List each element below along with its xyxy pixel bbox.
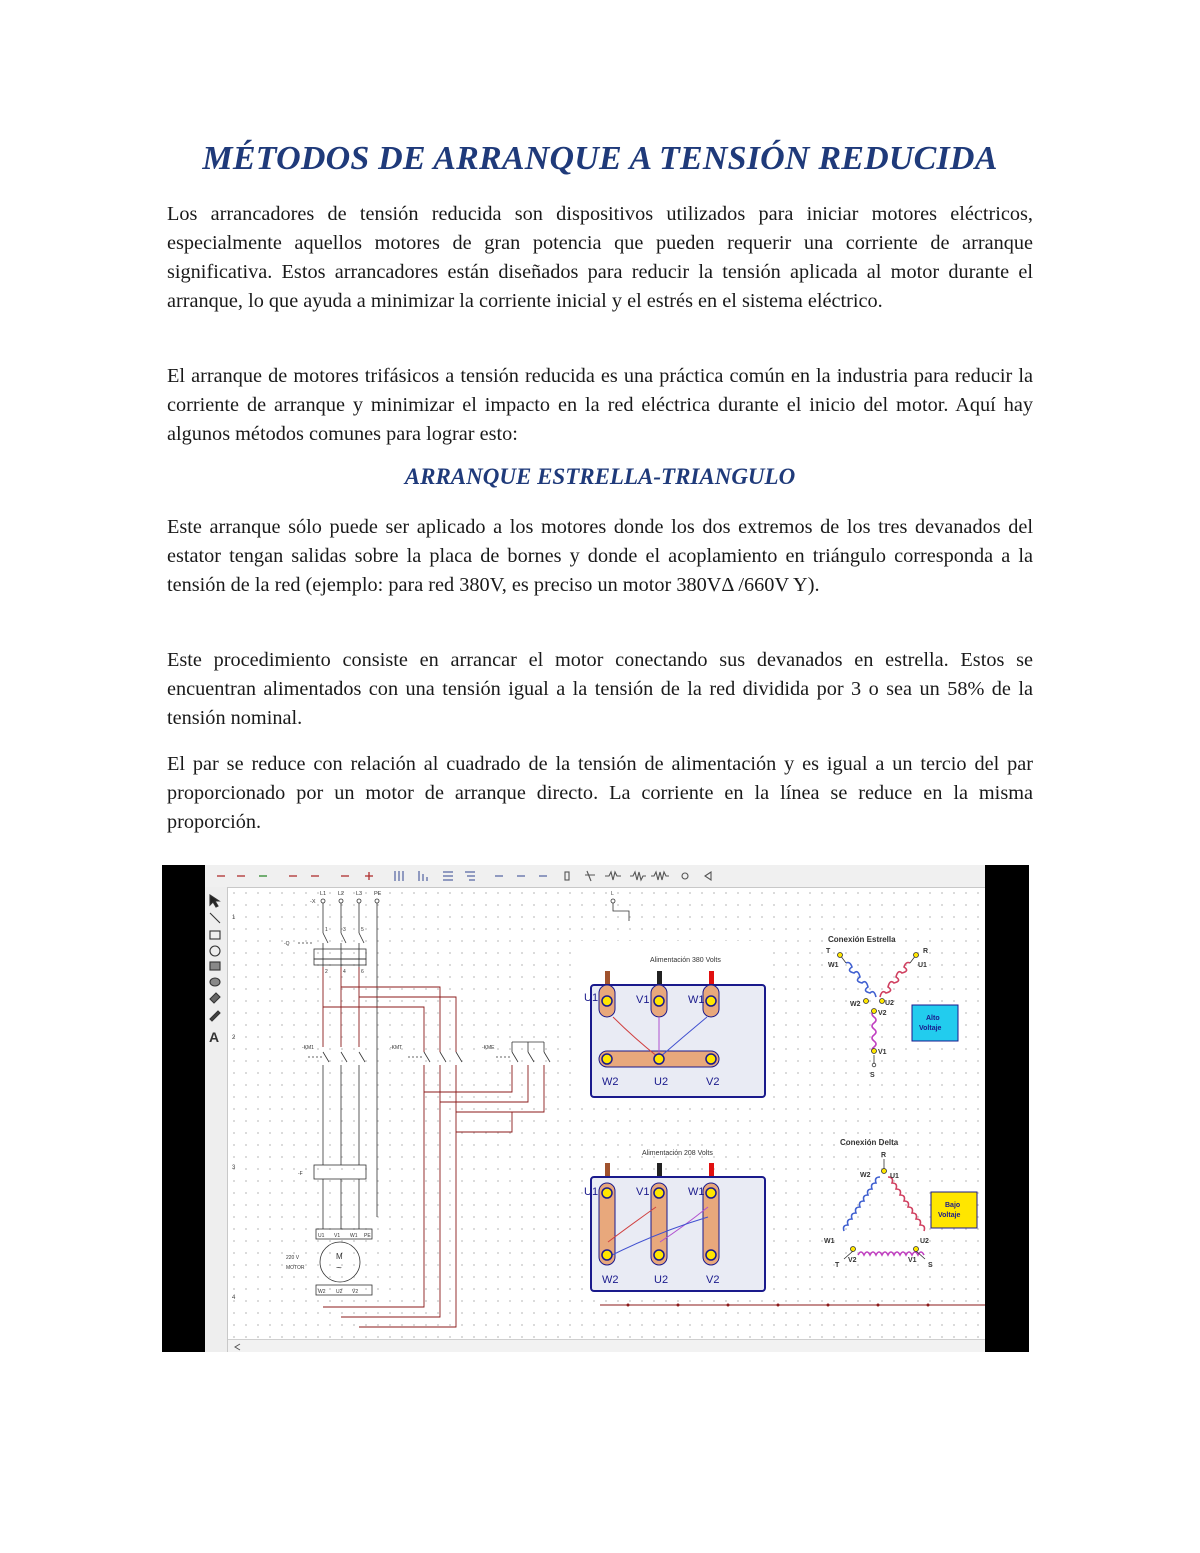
delta-node: T [835, 1262, 840, 1269]
supply-label: L2 [338, 891, 345, 897]
box-terminal: W2 [602, 1076, 619, 1088]
delta-badge: Voltaje [938, 1212, 961, 1219]
schematic-canvas [228, 887, 985, 1339]
overload-tag: -F [298, 1171, 303, 1177]
star-node: V2 [878, 1010, 887, 1017]
star-node: V1 [878, 1049, 887, 1056]
box-terminal: W1 [688, 994, 705, 1006]
delta-node: V1 [908, 1257, 917, 1264]
terminal-tag: -X [310, 899, 316, 905]
box-terminal: W2 [602, 1274, 619, 1286]
row-label: 2 [232, 1035, 236, 1041]
motor-label: MOTOR [286, 1265, 305, 1271]
supply-label: L1 [320, 891, 327, 897]
motor-tilde: ~ [336, 1263, 342, 1274]
star-node: W2 [850, 1001, 861, 1008]
cad-toolbar [205, 865, 985, 888]
page-title: MÉTODOS DE ARRANQUE A TENSIÓN REDUCIDA [202, 140, 998, 177]
box-terminal: U2 [654, 1274, 669, 1286]
delta-node: S [928, 1262, 933, 1269]
pin-label: 1 [325, 927, 328, 933]
toolbar-icons [205, 865, 985, 887]
star-node: U1 [918, 962, 927, 969]
pin-label: 5 [361, 927, 364, 933]
motor-terminal: U2 [336, 1289, 343, 1295]
motor-terminal: PE [364, 1233, 371, 1239]
section-heading: ARRANQUE ESTRELLA-TRIANGULO [404, 464, 796, 489]
box-terminal: U1 [584, 992, 599, 1004]
box-terminal: V1 [636, 994, 650, 1006]
row-label: 3 [232, 1165, 236, 1171]
paragraph-intro: Los arrancadores de tensión reducida son dispositivos utilizados para iniciar motores eléctricos, especialmente aquellos motores de gran potencia que pueden requerir una corriente de arranque significativa. Estos arrancadores están diseñados para reducir la tensión aplicada al motor durante el arranque, lo que ayuda a minimizar la corriente inicial y el estrés en el sistema eléctrico. [167, 203, 1033, 312]
star-badge: Voltaje [919, 1025, 942, 1032]
delta-title: Conexión Delta [840, 1138, 899, 1147]
delta-node: V2 [848, 1257, 857, 1264]
cad-screenshot [205, 865, 985, 1352]
svg-text:A: A [209, 1029, 220, 1045]
motor-terminal: V1 [334, 1233, 341, 1239]
box-terminal: U1 [584, 1186, 599, 1198]
row-label: 4 [232, 1295, 236, 1301]
contactor-tag: -KMT [390, 1045, 403, 1051]
box-terminal: U2 [654, 1076, 669, 1088]
breaker-tag: -Q [284, 941, 290, 947]
star-badge: Alto [926, 1015, 940, 1022]
supply-208-label: Alimentación 208 Volts [642, 1150, 713, 1157]
paragraph-procedure: Este procedimiento consiste en arrancar el motor conectando sus devanados en estrella. Estos se encuentran alimentados con una tensión igual a la tensión de la red dividida por 3 o sea un 58% de la tensión nominal. [167, 649, 1033, 729]
motor-voltage: 220 V [286, 1255, 300, 1261]
drawing-tools [205, 887, 227, 1047]
star-node: R [923, 948, 929, 955]
star-node: T [826, 948, 831, 955]
motor-terminal: U1 [318, 1233, 325, 1239]
box-terminal: V2 [706, 1274, 720, 1286]
pin-label: 2 [325, 969, 328, 975]
motor-terminal: W1 [350, 1233, 358, 1239]
star-node: S [870, 1072, 875, 1079]
schematic-figure [162, 865, 1029, 1352]
schematic-drawing [228, 887, 985, 1339]
delta-node: U2 [920, 1238, 929, 1245]
motor-terminal: V2 [352, 1289, 359, 1295]
star-title: Conexión Estrella [828, 935, 896, 944]
delta-node: W2 [860, 1172, 871, 1179]
line-label: L [611, 891, 614, 897]
contactor-tag: -KM1 [302, 1045, 314, 1051]
pin-label: 6 [361, 969, 364, 975]
cad-left-toolbar [205, 887, 228, 1352]
delta-badge: Bajo [945, 1202, 961, 1209]
pin-label: 3 [343, 927, 346, 933]
supply-label: L3 [356, 891, 363, 897]
horizontal-scrollbar[interactable] [228, 1339, 985, 1352]
supply-380-label: Alimentación 380 Volts [650, 957, 721, 964]
paragraph-torque: El par se reduce con relación al cuadrado de la tensión de alimentación y es igual a un tercio del par proporcionado por un motor de arranque directo. La corriente en la línea se reduce en la misma proporción. [167, 753, 1033, 833]
star-node: U2 [885, 1000, 894, 1007]
contactor-tag: -KME [482, 1045, 495, 1051]
star-node: W1 [828, 962, 839, 969]
box-terminal: W1 [688, 1186, 705, 1198]
box-terminal: V2 [706, 1076, 720, 1088]
box-terminal: V1 [636, 1186, 650, 1198]
supply-label: PE [374, 891, 382, 897]
motor-symbol: M [336, 1252, 343, 1261]
row-label: 1 [232, 915, 236, 921]
delta-node: U1 [890, 1173, 899, 1180]
pin-label: 4 [343, 969, 346, 975]
delta-node: R [881, 1152, 887, 1159]
paragraph-methods: El arranque de motores trifásicos a tensión reducida es una práctica común en la industria para reducir la corriente de arranque y minimizar el impacto en la red eléctrica durante el inicio del motor. Aquí hay algunos métodos comunes para lograr esto: [167, 365, 1033, 445]
scroll-left-icon[interactable] [228, 1341, 248, 1352]
paragraph-applicability: Este arranque sólo puede ser aplicado a los motores donde los dos extremos de los tres devanados del estator tengan salidas sobre la placa de bornes y donde el acoplamiento en triángulo corresponda a la tensión de la red (ejemplo: para red 380V, es preciso un motor 380VΔ /660V Y). [167, 516, 1033, 596]
motor-terminal: W2 [318, 1289, 326, 1295]
delta-node: W1 [824, 1238, 835, 1245]
